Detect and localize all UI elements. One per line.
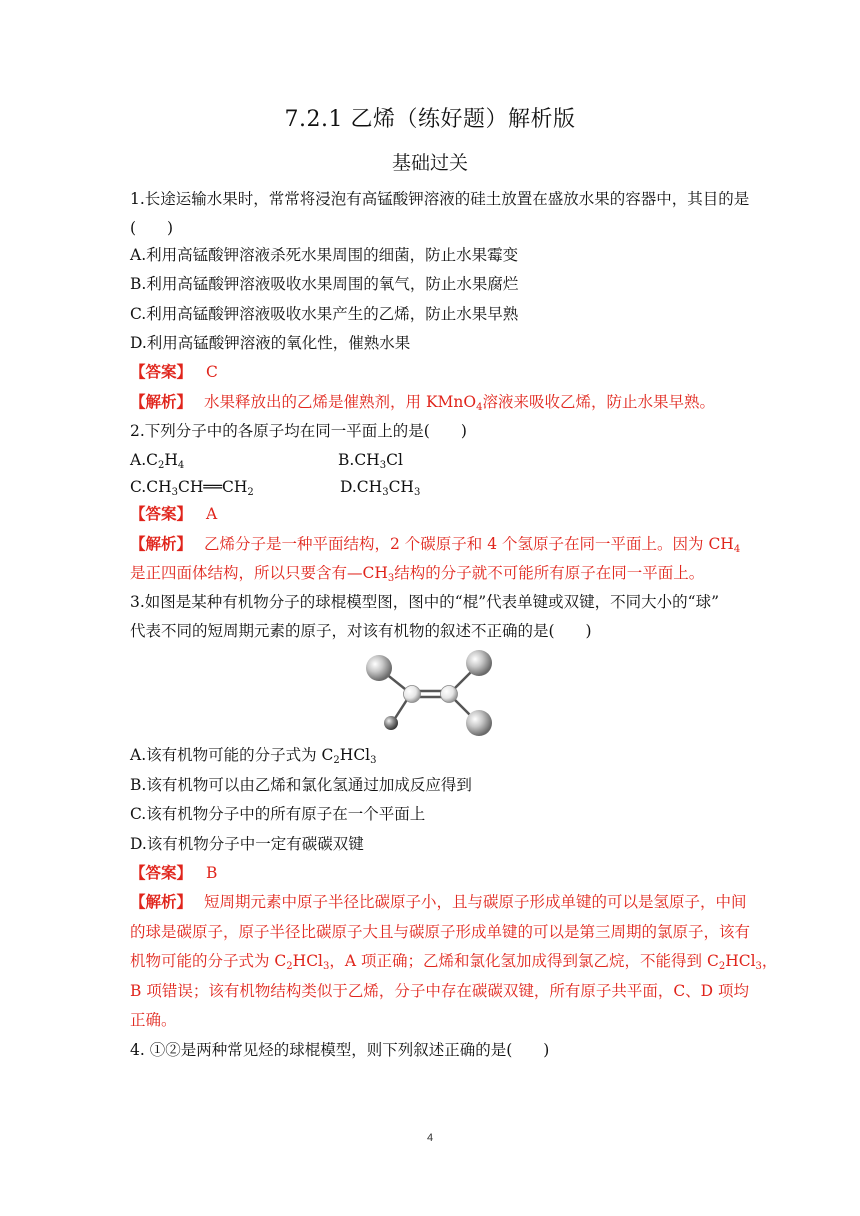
page-number: 4: [426, 1132, 434, 1144]
carbon-atom: [441, 686, 458, 703]
q2-analysis-line1: 【解析】 乙烯分子是一种平面结构，2 个碳原子和 4 个氢原子在同一平面上。因为 $CH_4$: [130, 534, 741, 555]
q3-answer: B: [206, 864, 218, 882]
q2-stem: 2.下列分子中的各原子均在同一平面上的是( ): [130, 422, 467, 440]
ball-and-stick-model: [360, 645, 500, 740]
q1-stem-line2: ( ): [130, 219, 174, 237]
q2-options-row1: [130, 450, 735, 470]
q2-option-b: $B.CH_3Cl$: [338, 451, 403, 471]
hydrogen-atom: [384, 716, 398, 730]
q1-option-a: A.利用高锰酸钾溶液杀死水果周围的细菌，防止水果霉变: [130, 246, 519, 264]
q3-analysis-line3: 机物可能的分子式为 $C_2HCl_3$，A 项正确；乙烯和氯化氢加成得到氯乙烷，不能得到 $C_2HCl_3$，: [130, 952, 778, 972]
q3-stem-line2: 代表不同的短周期元素的原子，对该有机物的叙述不正确的是( ): [130, 622, 592, 640]
q1-answer: C: [206, 363, 218, 381]
bonds: [380, 665, 478, 723]
chlorine-atom: [366, 655, 392, 681]
q1-option-d: D.利用高锰酸钾溶液的氧化性，催熟水果: [130, 334, 411, 352]
carbon-atom: [404, 686, 421, 703]
q3-analysis-line5: 正确。: [130, 1011, 177, 1029]
q2-option-d: $D.CH_3CH_3$: [340, 478, 421, 498]
q2-option-c: $C.CH_3CH══CH_2$: [130, 478, 254, 498]
q2-option-a: $A.C_2H_4$: [130, 451, 185, 471]
q1-option-b: B.利用高锰酸钾溶液吸收水果周围的氧气，防止水果腐烂: [130, 275, 519, 293]
q3-analysis-line1: 【解析】 短周期元素中原子半径比碳原子小，且与碳原子形成单键的可以是氢原子，中间: [130, 892, 747, 911]
q2-answer: A: [206, 505, 218, 523]
section-heading: 基础过关: [391, 152, 468, 174]
analysis-tag: 【解析】: [130, 392, 193, 411]
chlorine-atom: [466, 650, 492, 676]
q3-option-b: B.该有机物可以由乙烯和氯化氢通过加成反应得到: [130, 776, 472, 794]
answer-tag: 【答案】: [130, 362, 193, 381]
q2-options-row2: [130, 477, 735, 497]
q1-answer-line: [130, 362, 735, 382]
chlorine-atom: [466, 710, 492, 736]
q3-option-c: C.该有机物分子中的所有原子在一个平面上: [130, 805, 426, 823]
q3-option-a: A.该有机物可能的分子式为 $C_2HCl_3$: [130, 746, 377, 766]
q2-analysis-line2: 是正四面体结构，所以只要含有$—CH_3$结构的分子就不可能所有原子在同一平面上。: [130, 564, 705, 584]
q3-analysis-line2: 的球是碳原子，原子半径比碳原子大且与碳原子形成单键的可以是第三周期的氯原子，该有: [130, 923, 751, 941]
q1-analysis: 【解析】 水果释放出的乙烯是催熟剂，用 KMnO$_4$溶液来吸收乙烯，防止水果早熟。: [130, 392, 715, 413]
q3-stem-line1: 3.如图是某种有机物分子的球棍模型图，图中的“棍”代表单键或双键，不同大小的“球”: [130, 593, 719, 611]
q1-option-c: C.利用高锰酸钾溶液吸收水果产生的乙烯，防止水果早熟: [130, 305, 519, 323]
q3-option-d: D.该有机物分子中一定有碳碳双键: [130, 835, 364, 853]
q2-answer-line: 【答案】 A: [130, 504, 218, 523]
q3-answer-line: 【答案】 B: [130, 863, 218, 882]
q4-stem: 4. ①②是两种常见烃的球棍模型，则下列叙述正确的是( ): [130, 1041, 550, 1059]
q1-stem-line1: 1.长途运输水果时，常常将浸泡有高锰酸钾溶液的硅土放置在盛放水果的容器中，其目的是: [130, 190, 750, 208]
page-title: 7.2.1 乙烯（练好题）解析版: [284, 107, 576, 132]
q3-analysis-line4: B 项错误；该有机物结构类似于乙烯，分子中存在碳碳双键，所有原子共平面，C、D 项均: [130, 982, 750, 1000]
